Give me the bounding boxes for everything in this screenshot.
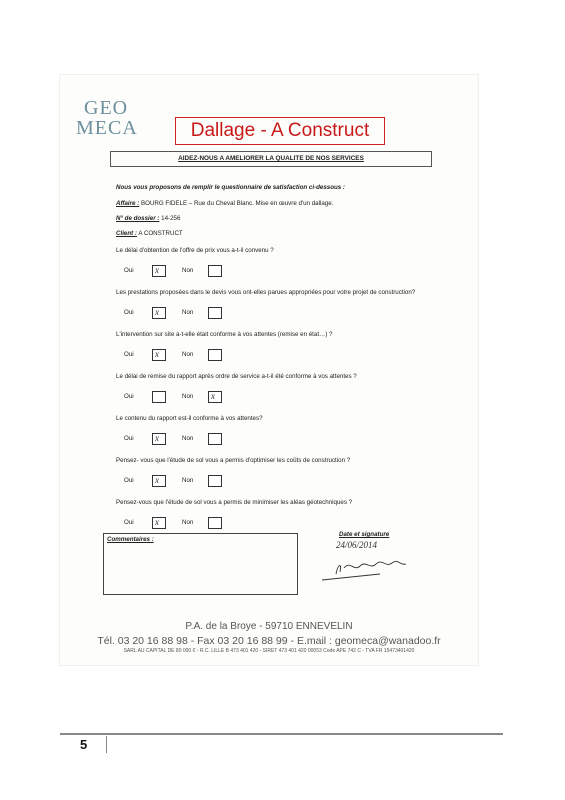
- non-label: Non: [182, 267, 194, 274]
- question-text: Pensez- vous que l'étude de sol vous a permis d'optimiser les coûts de construction ?: [116, 457, 351, 464]
- geomeca-logo: [76, 98, 150, 140]
- footer-address: P.A. de la Broye - 59710 ENNEVELIN: [185, 621, 353, 632]
- oui-label: Oui: [124, 519, 134, 526]
- handwritten-check-mark: x: [211, 391, 215, 401]
- oui-checkbox[interactable]: [152, 517, 166, 529]
- handwritten-check-mark: x: [155, 517, 159, 527]
- question-text: Pensez-vous que l'étude de sol vous a permis de minimiser les aléas géotechniques ?: [116, 499, 353, 506]
- oui-label: Oui: [124, 267, 134, 274]
- oui-checkbox[interactable]: [152, 475, 166, 487]
- oui-label: Oui: [124, 477, 134, 484]
- comments-label: Commentaires :: [107, 536, 154, 543]
- non-checkbox[interactable]: [208, 517, 222, 529]
- footer-legal: SARL AU CAPITAL DE 80 000 € - R.C. LILLE B 473 401 420 - SIRET 473 401 420 00053 Code APE 742 C - TVA FR 15473401420: [123, 648, 415, 654]
- page-number-separator: [106, 736, 107, 753]
- oui-checkbox[interactable]: [152, 307, 166, 319]
- page-number: 5: [80, 737, 88, 752]
- handwritten-check-mark: x: [155, 433, 159, 443]
- affaire-value: BOURG FIDELE – Rue du Cheval Blanc. Mise en œuvre d'un dallage.: [139, 200, 334, 207]
- non-label: Non: [182, 519, 194, 526]
- question-text: Le contenu du rapport est-il conforme à vos attentes?: [116, 415, 263, 422]
- dossier-label: N° de dossier :: [116, 215, 160, 222]
- dossier-line: [116, 216, 180, 222]
- oui-label: Oui: [124, 393, 134, 400]
- non-checkbox[interactable]: [208, 433, 222, 445]
- handwritten-check-mark: x: [155, 265, 159, 275]
- client-label: Client :: [116, 230, 137, 237]
- affaire-label: Affaire :: [116, 200, 140, 207]
- non-label: Non: [182, 351, 194, 358]
- dossier-value: 14-256: [159, 215, 181, 222]
- handwritten-check-mark: x: [155, 307, 159, 317]
- client-value: A CONSTRUCT: [136, 230, 183, 237]
- logo-line-2: MECA: [76, 117, 138, 139]
- intro-text: Nous vous proposons de remplir le questionnaire de satisfaction ci-dessous :: [116, 184, 345, 191]
- logo-line-1: GEO: [84, 97, 129, 119]
- non-label: Non: [182, 435, 194, 442]
- oui-checkbox[interactable]: [152, 391, 166, 403]
- document-title: Dallage - A Construct: [175, 117, 385, 145]
- handwritten-check-mark: x: [155, 475, 159, 485]
- non-checkbox[interactable]: [208, 265, 222, 277]
- handwritten-check-mark: x: [155, 349, 159, 359]
- date-signature-label: Date et signature: [339, 531, 390, 538]
- handwritten-date: 24/06/2014: [336, 540, 378, 550]
- page-rule: [60, 733, 503, 735]
- oui-checkbox[interactable]: [152, 433, 166, 445]
- question-text: Les prestations proposées dans le devis vous ont-elles parues appropriées pour votre projet de construction?: [116, 289, 416, 296]
- question-text: L'intervention sur site a-t-elle était conforme à vos attentes (remise en état…) ?: [116, 331, 333, 338]
- non-checkbox[interactable]: [208, 307, 222, 319]
- header-banner: AIDEZ-NOUS A AMELIORER LA QUALITE DE NOS SERVICES: [110, 151, 432, 167]
- oui-label: Oui: [124, 309, 134, 316]
- handwritten-signature: [320, 554, 420, 584]
- non-label: Non: [182, 393, 194, 400]
- non-label: Non: [182, 309, 194, 316]
- comments-box[interactable]: [103, 533, 298, 595]
- oui-checkbox[interactable]: [152, 349, 166, 361]
- oui-label: Oui: [124, 351, 134, 358]
- question-text: Le délai d'obtention de l'offre de prix vous a-t-il convenu ?: [116, 247, 274, 254]
- non-checkbox[interactable]: [208, 391, 222, 403]
- non-checkbox[interactable]: [208, 475, 222, 487]
- client-line: [116, 231, 183, 237]
- question-text: Le délai de remise du rapport après ordre de service a-t-il été conforme à vos attentes ?: [116, 373, 357, 380]
- oui-label: Oui: [124, 435, 134, 442]
- footer-contact: Tél. 03 20 16 88 98 - Fax 03 20 16 88 99 - E.mail : geomeca@wanadoo.fr: [97, 635, 441, 647]
- oui-checkbox[interactable]: [152, 265, 166, 277]
- non-label: Non: [182, 477, 194, 484]
- non-checkbox[interactable]: [208, 349, 222, 361]
- affaire-line: [116, 201, 333, 207]
